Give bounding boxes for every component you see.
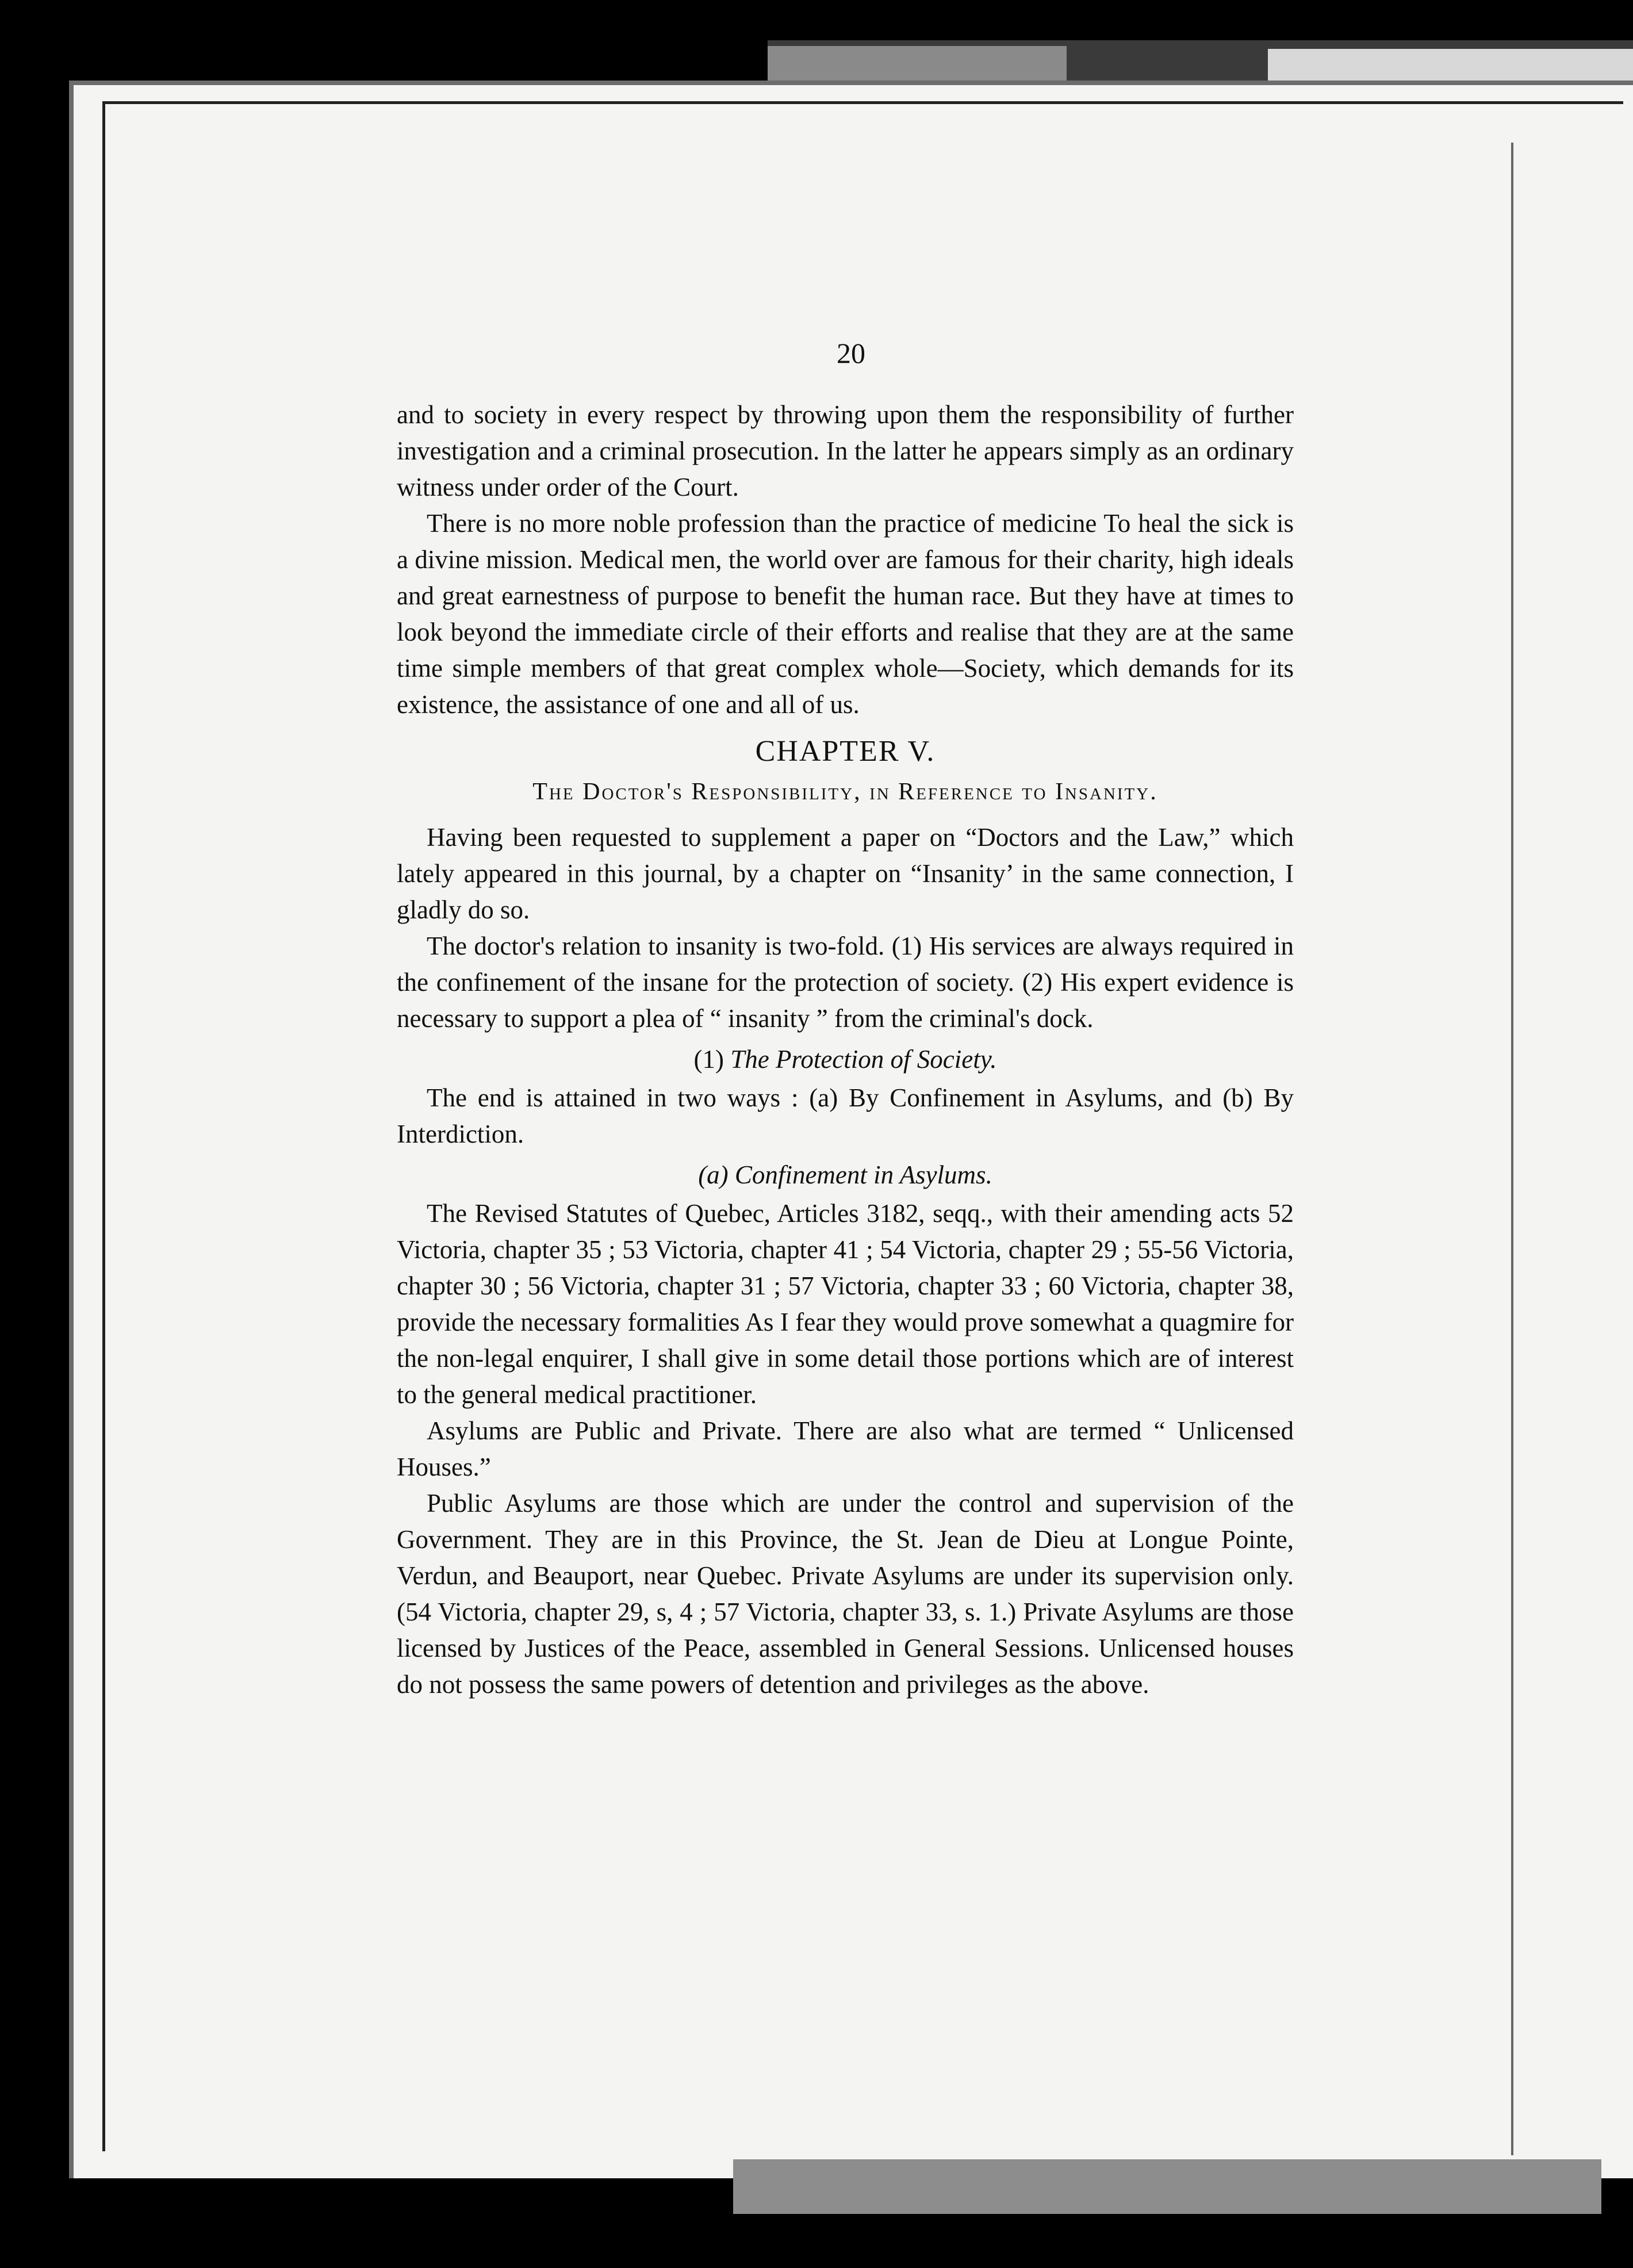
paragraph: The doctor's relation to insanity is two-fold. (1) His services are always required in the confinement of the insane for the protection of society. (2) His expert evidence is necessary to support a plea of “ insanity ” from the criminal's dock. — [397, 932, 1294, 1033]
paragraph: The end is attained in two ways : (a) By Confinement in Asylums, and (b) By Interdiction. — [397, 1083, 1294, 1148]
paragraph: The Revised Statutes of Quebec, Articles 3182, seqq., with their amending acts 52 Victoria, chapter 35 ; 53 Victoria, chapter 41 ; 54 Victoria, chapter 29 ; 55-56 Victoria, chapter 30 ; 56 Victoria, chapter 31 ; 57 Victoria, chapter 33 ; 60 Victoria, chapter 38, provide the necessary formalities As I fear they would prove somewhat a quagmire for the non-legal enquirer, I shall give in some detail those portions which are of interest to the general medical practitioner. — [397, 1199, 1294, 1409]
paragraph: Having been requested to supplement a paper on “Doctors and the Law,” which lately appeared in this journal, by a chapter on “Insanity’ in the same connection, I gladly do so. — [397, 823, 1294, 924]
subsection-heading — [397, 1157, 1294, 1193]
paragraph: and to society in every respect by throwing upon them the responsibility of further investigation and a criminal prosecution. In the latter he appears simply as an ordinary witness under order of the Court. — [397, 400, 1294, 501]
paragraph: Asylums are Public and Private. There are also what are termed “ Unlicensed Houses.” — [397, 1416, 1294, 1481]
paragraph: Public Asylums are those which are under the control and supervision of the Government. They are in this Province, the St. Jean de Dieu at Longue Pointe, Verdun, and Beauport, near Quebec. Private Asylums are under its supervision only. (54 Victoria, chapter 29, s, 4 ; 57 Victoria, chapter 33, s. 1.) Private Asylums are those licensed by Justices of the Peace, assembled in General Sessions. Unlicensed houses do not possess the same powers of detention and privileges as the above. — [397, 1489, 1294, 1699]
paragraph: There is no more noble profession than the practice of medicine To heal the sick is a divine mission. Medical men, the world over are famous for their charity, high ideals and great earnestness of purpose to benefit the human race. But they have at times to look beyond the immediate circle of their efforts and realise that they are at the same time simple members of that great complex whole—Society, which demands for its existence, the assistance of one and all of us. — [397, 509, 1294, 719]
page-number: 20 — [837, 337, 865, 369]
subsection-title: Confinement in Asylums. — [734, 1160, 992, 1189]
section-title: The Protection of Society. — [730, 1045, 997, 1074]
chapter-title: CHAPTER V. — [755, 735, 936, 768]
scan-edge-bottom — [733, 2159, 1601, 2214]
body-text — [397, 397, 1294, 1703]
subsection-number: (a) — [698, 1160, 729, 1189]
page-gutter-line — [1511, 143, 1513, 2155]
section-heading — [397, 1041, 1294, 1078]
scan-edge-light — [1268, 49, 1633, 83]
section-number: (1) — [693, 1045, 724, 1074]
chapter-subtitle: The Doctor's Responsibility, in Reference to Insanity. — [532, 779, 1158, 805]
